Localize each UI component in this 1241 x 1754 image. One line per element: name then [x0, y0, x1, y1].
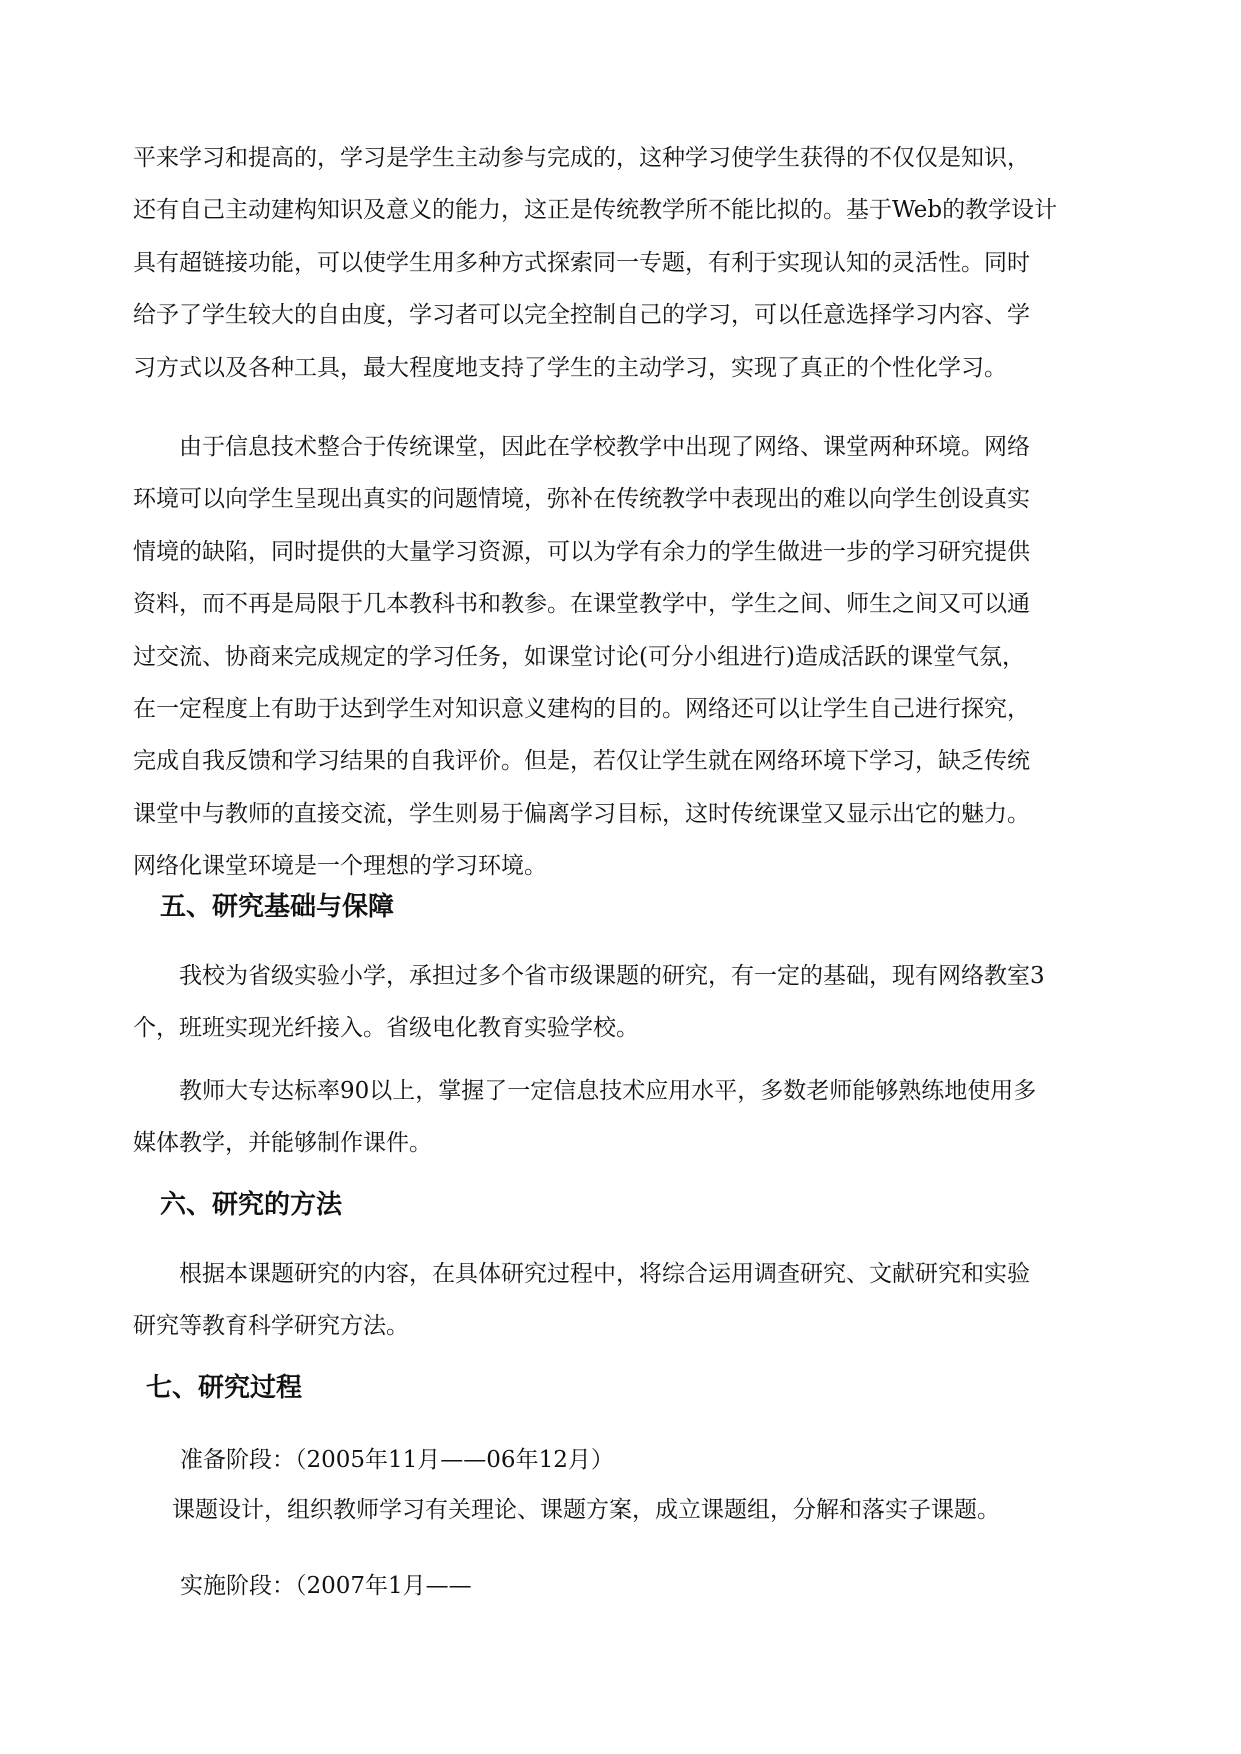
text-line: 研究等教育科学研究方法。 [133, 1313, 409, 1340]
text-line: 课堂中与教师的直接交流，学生则易于偏离学习目标，这时传统课堂又显示出它的魅力。 [133, 800, 1030, 827]
text-line: 我校为省级实验小学，承担过多个省市级课题的研究，有一定的基础，现有网络教室3 [133, 963, 1045, 989]
stage-preparation-description: 课题设计，组织教师学习有关理论、课题方案，成立课题组，分解和落实子课题。 [172, 1497, 1000, 1523]
text-line: 过交流、协商来完成规定的学习任务，如课堂讨论(可分小组进行)造成活跃的课堂气氛， [133, 643, 1025, 670]
text-line: 平来学习和提高的，学习是学生主动参与完成的，这种学习使学生获得的不仅仅是知识， [133, 145, 1030, 171]
text-line: 环境可以向学生呈现出真实的问题情境，弥补在传统教学中表现出的难以向学生创设真实 [133, 486, 1030, 513]
text-line: 个，班班实现光纤接入。省级电化教育实验学校。 [133, 1015, 639, 1042]
text-line: 网络化课堂环境是一个理想的学习环境。 [133, 853, 547, 880]
section-heading-research-process: 七、研究过程 [146, 1373, 303, 1403]
section-heading-research-method: 六、研究的方法 [160, 1190, 343, 1220]
text-line: 媒体教学，并能够制作课件。 [133, 1130, 432, 1157]
text-line: 资料，而不再是局限于几本教科书和教参。在课堂教学中，学生之间、师生之间又可以通 [133, 591, 1030, 618]
text-line: 具有超链接功能，可以使学生用多种方式探索同一专题，有利于实现认知的灵活性。同时 [133, 249, 1030, 276]
text-line: 教师大专达标率90以上，掌握了一定信息技术应用水平，多数老师能够熟练地使用多 [133, 1078, 1037, 1104]
paragraph-intro-continuation [133, 132, 1123, 394]
stage-preparation-title: 准备阶段：（2005年11月——06年12月） [180, 1447, 614, 1473]
text-line: 情境的缺陷，同时提供的大量学习资源，可以为学有余力的学生做进一步的学习研究提供 [133, 538, 1030, 565]
text-line: 在一定程度上有助于达到学生对知识意义建构的目的。网络还可以让学生自己进行探究， [133, 696, 1030, 723]
paragraph-research-method [133, 1248, 1123, 1353]
paragraph-school-foundation [133, 950, 1123, 1055]
text-line: 完成自我反馈和学习结果的自我评价。但是，若仅让学生就在网络环境下学习，缺乏传统 [133, 748, 1030, 775]
section-heading-research-foundation: 五、研究基础与保障 [160, 892, 395, 922]
text-line: 根据本课题研究的内容，在具体研究过程中，将综合运用调查研究、文献研究和实验 [133, 1261, 1030, 1287]
stage-implementation-title: 实施阶段：（2007年1月—— [180, 1573, 472, 1599]
text-line: 习方式以及各种工具，最大程度地支持了学生的主动学习，实现了真正的个性化学习。 [133, 354, 1007, 381]
paragraph-network-environment [133, 421, 1123, 893]
text-line: 由于信息技术整合于传统课堂，因此在学校教学中出现了网络、课堂两种环境。网络 [133, 434, 1030, 460]
text-line: 还有自己主动建构知识及意义的能力，这正是传统教学所不能比拟的。基于Web的教学设计 [133, 197, 1058, 224]
text-line: 给予了学生较大的自由度，学习者可以完全控制自己的学习，可以任意选择学习内容、学 [133, 302, 1030, 329]
paragraph-teacher-qualification [133, 1065, 1123, 1170]
